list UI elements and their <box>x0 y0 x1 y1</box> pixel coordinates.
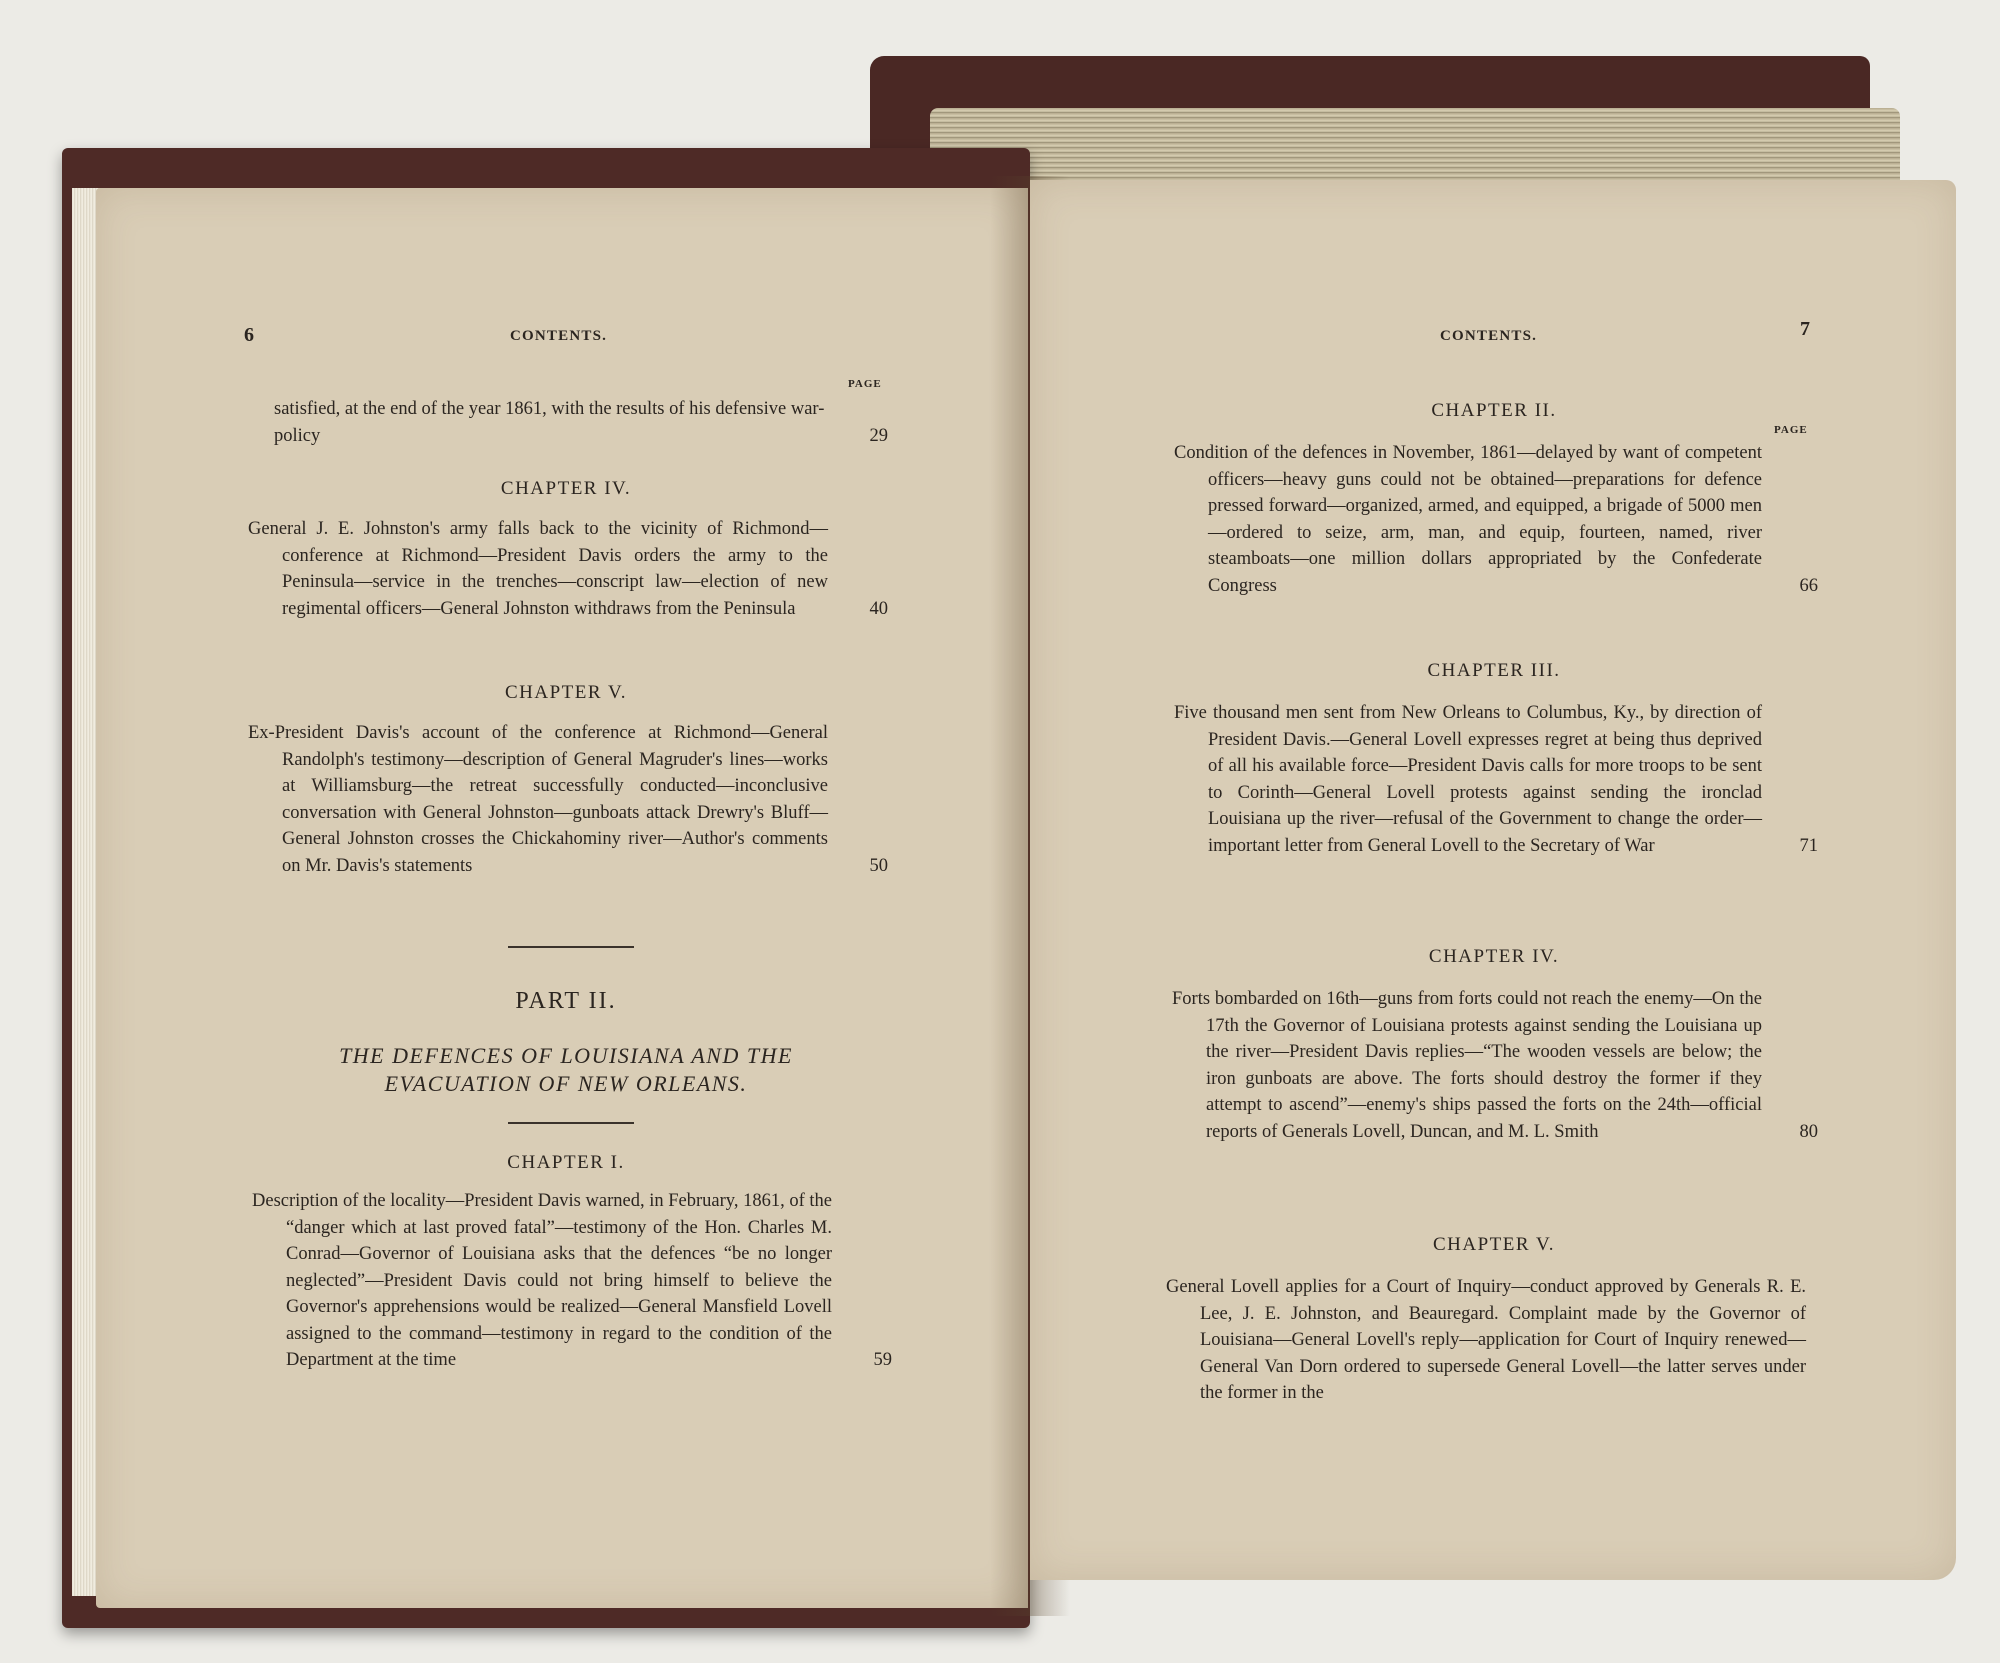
part-title: PART II. <box>515 988 617 1014</box>
chapter-heading: CHAPTER III. <box>1427 660 1561 681</box>
entry-text: Forts bombarded on 16th—guns from forts could not reach the enemy—On the 17th the Governor of Louisiana protests against sending the Louisiana up the river—President Davis replies—“The wooden vessels are below; the iron gunboats are above. The forts should destroy the former if they attempt to ascend”—enemy's ships passed the forts on the 24th—official reports of Generals Lovell, Duncan, and M. L. Smith <box>1172 989 1762 1142</box>
entry-page: 66 <box>1799 575 1818 596</box>
toc-entry <box>1166 1274 1806 1407</box>
page-number: 6 <box>244 324 254 346</box>
entry-text: Ex-President Davis's account of the conference at Richmond—General Randolph's testimony—description of General Magruder's lines—works at Williamsburg—the retreat successfully conducted—inconclusive conversation with General Johnston—gunboats attack Drewry's Bluff—General Johnston crosses the Chickahominy river—Author's comments on Mr. Davis's statements <box>248 723 828 876</box>
running-head: CONTENTS. <box>1440 328 1538 344</box>
entry-text: General J. E. Johnston's army falls back to the vicinity of Richmond—conference at Richmond—President Davis orders the army to the Peninsula—service in the trenches—conscript law—election of new regimental officers—General Johnston withdraws from the Peninsula <box>248 519 828 619</box>
entry-page: 40 <box>869 598 888 619</box>
toc-entry <box>1174 440 1818 599</box>
toc-entry <box>1172 986 1818 1145</box>
chapter-heading: CHAPTER I. <box>507 1152 625 1173</box>
chapter-heading: CHAPTER II. <box>1431 400 1557 421</box>
entry-text: Description of the locality—President Davis warned, in February, 1861, of the “danger which at last proved fatal”—testimony of the Hon. Charles M. Conrad—Governor of Louisiana asks that the defences “be no longer neglected”—President Davis could not bring himself to believe the Governor's apprehensions would be realized—General Mansfield Lovell assigned to the command—testimony in regard to the condition of the Department at the time <box>252 1191 832 1370</box>
divider-rule <box>508 1122 634 1124</box>
toc-entry <box>248 720 888 879</box>
page-column-label: PAGE <box>1774 424 1808 436</box>
entry-text: Condition of the defences in November, 1861—delayed by want of competent officers—heavy guns could not be obtained—preparations for defence pressed forward—organized, armed, and equipped, a brigade of 5000 men—ordered to seize, arm, man, and equip, fourteen, named, river steamboats—one million dollars appropriated by the Confederate Congress <box>1174 443 1762 596</box>
part-subtitle-line: THE DEFENCES OF LOUISIANA AND THE <box>339 1043 793 1068</box>
page-edges <box>930 108 1900 188</box>
page-number: 7 <box>1800 318 1810 340</box>
chapter-heading: CHAPTER IV. <box>1428 946 1560 967</box>
divider-rule <box>508 946 634 948</box>
entry-page: 80 <box>1799 1121 1818 1142</box>
chapter-heading: CHAPTER IV. <box>500 478 632 499</box>
page-column-label: PAGE <box>848 378 882 390</box>
toc-entry <box>1174 700 1818 859</box>
part-subtitle <box>246 1042 886 1098</box>
entry-page: 50 <box>869 855 888 876</box>
entry-page: 29 <box>869 425 888 446</box>
part-subtitle-line: EVACUATION OF NEW ORLEANS. <box>384 1071 748 1096</box>
chapter-heading: CHAPTER V. <box>505 682 627 703</box>
toc-entry <box>252 1188 892 1374</box>
toc-entry-continuation <box>248 396 888 449</box>
entry-page: 59 <box>873 1350 892 1370</box>
entry-page: 71 <box>1799 835 1818 856</box>
toc-entry <box>248 516 888 622</box>
entry-text: General Lovell applies for a Court of Inquiry—conduct approved by Generals R. E. Lee, J. E. Johnston, and Beauregard. Complaint made by the Governor of Louisiana—General Lovell's reply—application for Court of Inquiry renewed—General Van Dorn ordered to supersede General Lovell—the latter serves under the former in the <box>1166 1277 1806 1403</box>
left-page <box>96 188 1028 1608</box>
right-page <box>1030 180 1956 1580</box>
chapter-heading: CHAPTER V. <box>1433 1234 1555 1255</box>
entry-text: satisfied, at the end of the year 1861, with the results of his defensive war-policy <box>274 399 825 446</box>
entry-text: Five thousand men sent from New Orleans to Columbus, Ky., by direction of President Davis.—General Lovell expresses regret at being thus deprived of all his available force—President Davis calls for more troops to be sent to Corinth—General Lovell protests against sending the ironclad Louisiana up the river—refusal of the Government to change the order—important letter from General Lovell to the Secretary of War <box>1174 703 1762 856</box>
running-head: CONTENTS. <box>510 328 608 344</box>
